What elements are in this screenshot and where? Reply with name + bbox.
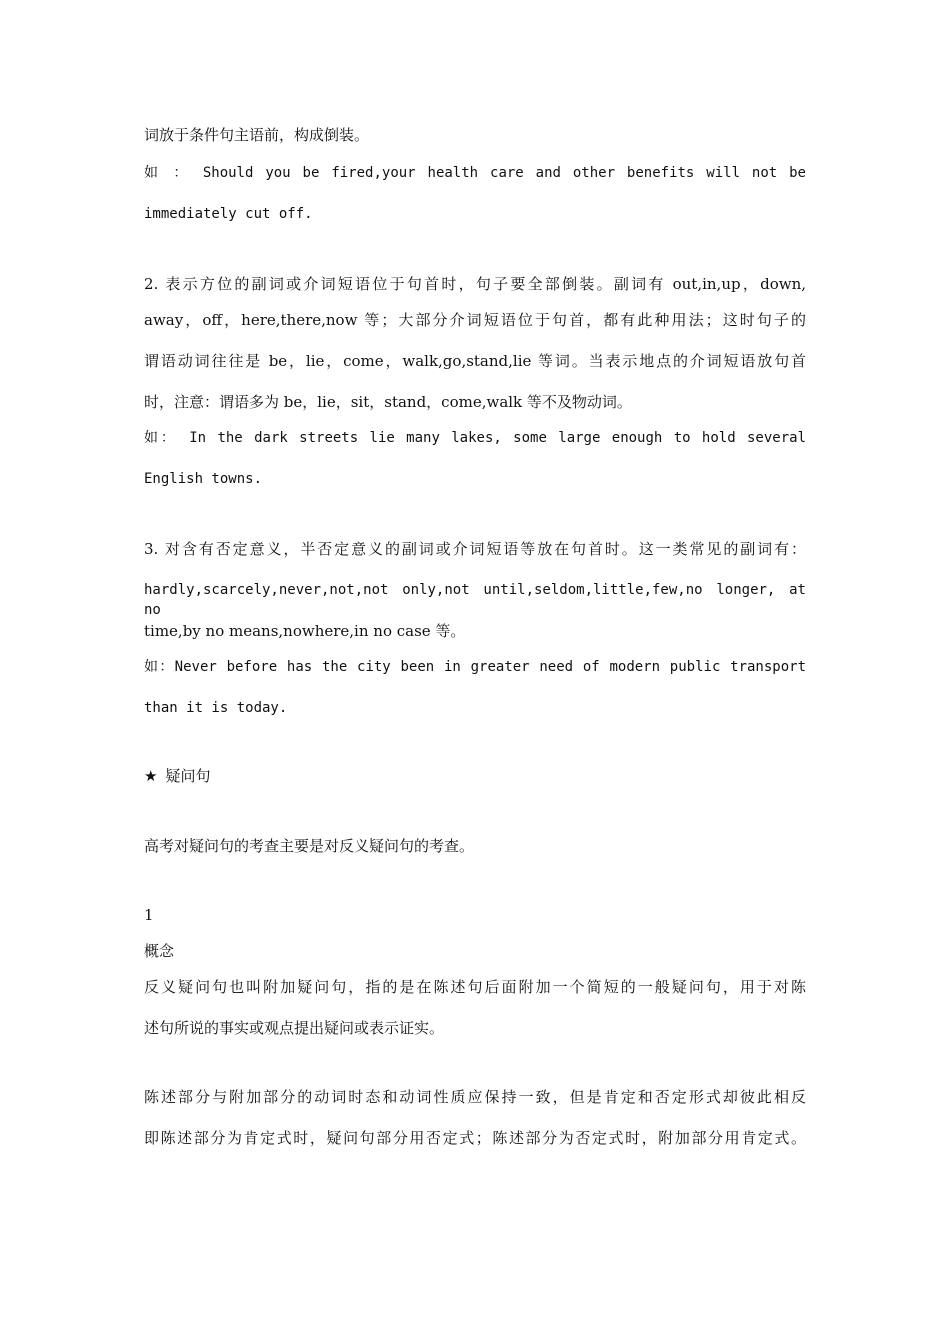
para2-line1: 2. 表示方位的副词或介词短语位于句首时，句子要全部倒装。副词有 out,in,up，down, xyxy=(144,275,806,293)
para1-example-line1: 如 ： Should you be fired,your health care and other benefits will not be xyxy=(144,165,806,181)
para2-line3: 谓语动词往往是 be，lie，come，walk,go,stand,lie 等词。当表示地点的介词短语放句首 xyxy=(144,352,806,370)
para2-example-line2: English towns. xyxy=(144,471,263,487)
rule-line2: 即陈述部分为肯定式时，疑问句部分用否定式；陈述部分为否定式时，附加部分用肯定式。 xyxy=(144,1129,806,1147)
para2-line4: 时，注意：谓语多为 be，lie，sit，stand，come,walk 等不及物动词。 xyxy=(144,393,632,411)
section-heading xyxy=(144,766,210,786)
para1-line1: 词放于条件句主语前，构成倒装。 xyxy=(144,126,370,144)
para2-line2: away，off，here,there,now 等；大部分介词短语位于句首，都有此种用法；这时句子的 xyxy=(144,311,806,329)
para3-line2: hardly,scarcely,never,not,not only,not until,seldom,little,few,no longer, at no xyxy=(144,582,806,618)
concept-label: 概念 xyxy=(144,942,175,960)
para3-line3: time,by no means,nowhere,in no case 等。 xyxy=(144,622,466,640)
intro-text: 高考对疑问句的考查主要是对反义疑问句的考查。 xyxy=(144,837,475,855)
para2-example-line1: 如： In the dark streets lie many lakes, some large enough to hold several xyxy=(144,430,806,446)
rule-line1: 陈述部分与附加部分的动词时态和动词性质应保持一致，但是肯定和否定形式却彼此相反 xyxy=(144,1088,806,1106)
para1-example-line2: immediately cut off. xyxy=(144,206,313,222)
para3-line1: 3. 对含有否定意义，半否定意义的副词或介词短语等放在句首时。这一类常见的副词有： xyxy=(144,540,806,558)
concept-line1: 反义疑问句也叫附加疑问句，指的是在陈述句后面附加一个简短的一般疑问句，用于对陈 xyxy=(144,978,806,996)
star-icon: ★ xyxy=(144,767,158,785)
item-number: 1 xyxy=(144,906,154,924)
section-heading-text: 疑问句 xyxy=(165,767,211,785)
para3-example-line1: 如：Never before has the city been in greater need of modern public transport xyxy=(144,659,806,675)
para3-example-line2: than it is today. xyxy=(144,700,288,716)
concept-line2: 述句所说的事实或观点提出疑问或表示证实。 xyxy=(144,1019,445,1037)
